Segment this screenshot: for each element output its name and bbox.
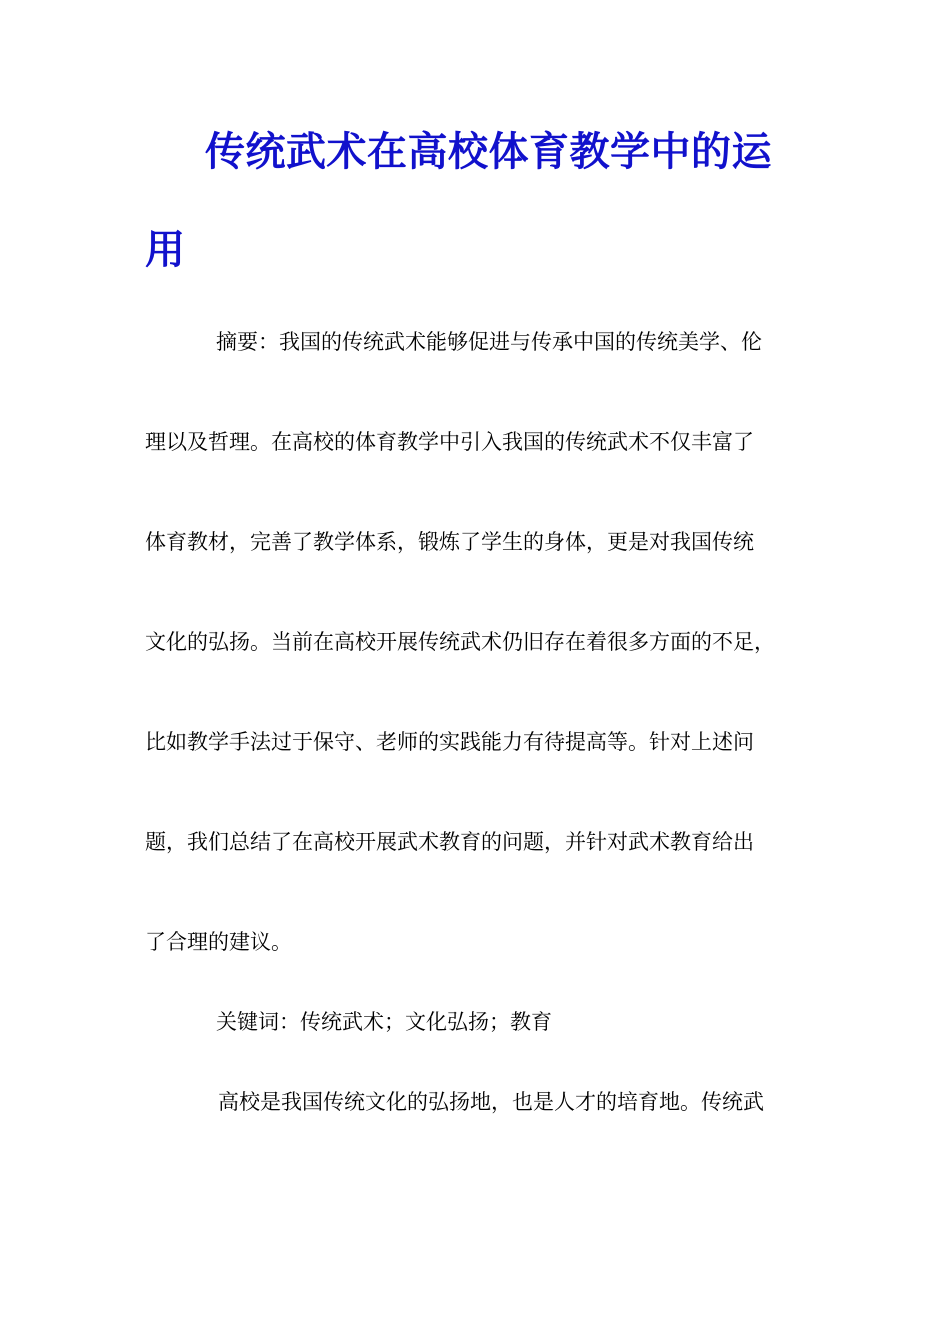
abstract-line-6: 题，我们总结了在高校开展武术教育的问题，并针对武术教育给出 [145, 830, 754, 854]
abstract-line-7: 了合理的建议。 [145, 930, 292, 954]
abstract-line-1: 摘要：我国的传统武术能够促进与传承中国的传统美学、伦 [216, 330, 762, 354]
title-line-2: 用 [145, 227, 185, 273]
abstract-line-4: 文化的弘扬。当前在高校开展传统武术仍旧存在着很多方面的不足， [145, 630, 775, 654]
keywords-line: 关键词：传统武术；文化弘扬；教育 [216, 1010, 552, 1034]
abstract-line-5: 比如教学手法过于保守、老师的实践能力有待提高等。针对上述问 [145, 730, 754, 754]
abstract-line-2: 理以及哲理。在高校的体育教学中引入我国的传统武术不仅丰富了 [145, 430, 754, 454]
body-line-1: 高校是我国传统文化的弘扬地，也是人才的培育地。传统武 [218, 1090, 764, 1114]
abstract-line-3: 体育教材，完善了教学体系，锻炼了学生的身体，更是对我国传统 [145, 530, 754, 554]
title-line-1: 传统武术在高校体育教学中的运 [205, 129, 772, 175]
